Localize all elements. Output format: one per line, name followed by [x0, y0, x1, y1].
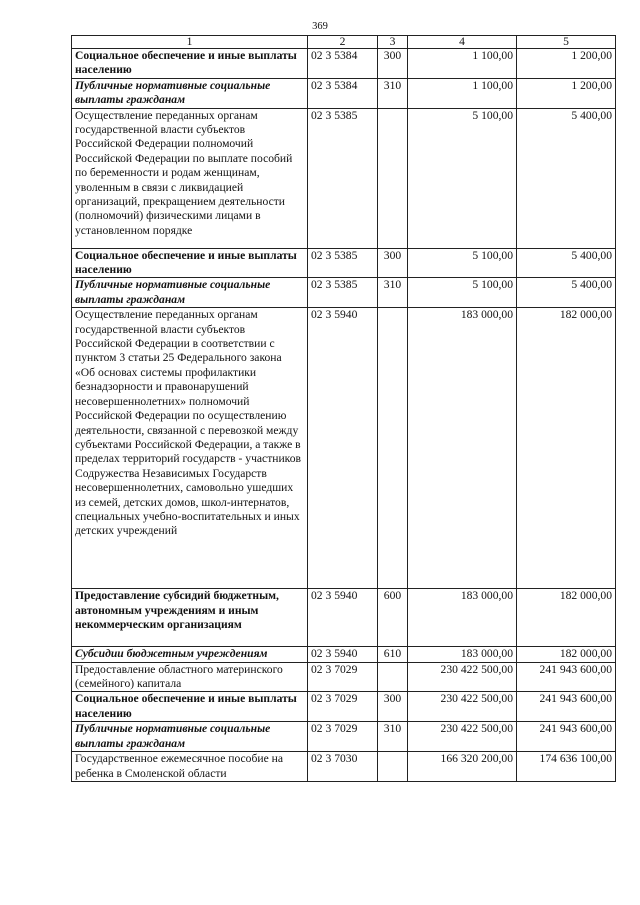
amount-year1-cell: 166 320 200,00: [408, 752, 517, 782]
amount-year2-cell: 241 943 600,00: [517, 722, 616, 752]
column-header-3: 3: [378, 36, 408, 49]
expense-name-cell: Социальное обеспечение и иные выплаты населению: [72, 692, 308, 722]
column-number-header-row: [72, 36, 616, 49]
expense-type-cell: 310: [378, 722, 408, 752]
amount-year2-cell: 5 400,00: [517, 248, 616, 278]
amount-year1-cell: 183 000,00: [408, 589, 517, 647]
target-code-cell: 02 3 5385: [308, 108, 378, 248]
table-body: [72, 49, 616, 782]
table-row: [72, 248, 616, 278]
target-code-cell: 02 3 5940: [308, 589, 378, 647]
target-code-cell: 02 3 5385: [308, 278, 378, 308]
table-row: [72, 662, 616, 692]
target-code-cell: 02 3 5384: [308, 49, 378, 79]
amount-year1-cell: 1 100,00: [408, 49, 517, 79]
table-row: [72, 722, 616, 752]
table-row: [72, 108, 616, 248]
expense-name-cell: Социальное обеспечение и иные выплаты населению: [72, 49, 308, 79]
page-number: 369: [312, 21, 328, 32]
expense-name-cell: Предоставление субсидий бюджетным, автономным учреждениям и иным некоммерческим организациям: [72, 589, 308, 647]
expense-name-cell: Публичные нормативные социальные выплаты гражданам: [72, 722, 308, 752]
target-code-cell: 02 3 7029: [308, 692, 378, 722]
expense-name-cell: Публичные нормативные социальные выплаты гражданам: [72, 278, 308, 308]
target-code-cell: 02 3 7029: [308, 722, 378, 752]
amount-year1-cell: 230 422 500,00: [408, 692, 517, 722]
table-row: [72, 308, 616, 589]
expense-type-cell: 310: [378, 78, 408, 108]
amount-year2-cell: 241 943 600,00: [517, 662, 616, 692]
expense-name-cell: Государственное ежемесячное пособие на ребенка в Смоленской области: [72, 752, 308, 782]
target-code-cell: 02 3 7029: [308, 662, 378, 692]
amount-year2-cell: 182 000,00: [517, 589, 616, 647]
table-row: [72, 647, 616, 662]
table-row: [72, 752, 616, 782]
expense-type-cell: 300: [378, 248, 408, 278]
amount-year1-cell: 230 422 500,00: [408, 722, 517, 752]
table-row: [72, 589, 616, 647]
column-header-5: 5: [517, 36, 616, 49]
expense-name-cell: Социальное обеспечение и иные выплаты населению: [72, 248, 308, 278]
amount-year1-cell: 5 100,00: [408, 108, 517, 248]
target-code-cell: 02 3 5940: [308, 647, 378, 662]
expense-type-cell: 310: [378, 278, 408, 308]
target-code-cell: 02 3 7030: [308, 752, 378, 782]
column-header-4: 4: [408, 36, 517, 49]
column-header-1: 1: [72, 36, 308, 49]
amount-year2-cell: 241 943 600,00: [517, 692, 616, 722]
expense-name-cell: Предоставление областного материнского (семейного) капитала: [72, 662, 308, 692]
amount-year2-cell: 182 000,00: [517, 647, 616, 662]
budget-table: [71, 35, 616, 782]
amount-year2-cell: 182 000,00: [517, 308, 616, 589]
expense-type-cell: 300: [378, 692, 408, 722]
amount-year2-cell: 1 200,00: [517, 49, 616, 79]
expense-name-cell: Публичные нормативные социальные выплаты гражданам: [72, 78, 308, 108]
amount-year1-cell: 1 100,00: [408, 78, 517, 108]
amount-year1-cell: 183 000,00: [408, 647, 517, 662]
table-row: [72, 692, 616, 722]
target-code-cell: 02 3 5940: [308, 308, 378, 589]
target-code-cell: 02 3 5384: [308, 78, 378, 108]
expense-type-cell: [378, 662, 408, 692]
table-row: [72, 49, 616, 79]
amount-year2-cell: 174 636 100,00: [517, 752, 616, 782]
table-row: [72, 278, 616, 308]
expense-name-cell: Осуществление переданных органам государственной власти субъектов Российской Федерации полномочий Российской Федерации по выплате пособий по беременности и родам женщинам, уволенным в связи с ликвидацией организаций, прекращением деятельности (полномочий) физическими лицами в установленном порядке: [72, 108, 308, 248]
amount-year2-cell: 1 200,00: [517, 78, 616, 108]
amount-year1-cell: 230 422 500,00: [408, 662, 517, 692]
expense-type-cell: 300: [378, 49, 408, 79]
expense-name-cell: Субсидии бюджетным учреждениям: [72, 647, 308, 662]
amount-year1-cell: 5 100,00: [408, 248, 517, 278]
expense-type-cell: [378, 752, 408, 782]
expense-type-cell: [378, 108, 408, 248]
expense-name-cell: Осуществление переданных органам государственной власти субъектов Российской Федерации в соответствии с пунктом 3 статьи 25 Федерального закона «Об основах системы профилактики безнадзорности и правонарушений несовершеннолетних» полномочий Российской Федерации по осуществлению деятельности, связанной с перевозкой между субъектами Российской Федерации, а также в пределах территорий государств - участников Содружества Независимых Государств несовершеннолетних, самовольно ушедших из семей, детских домов, школ-интернатов, специальных учебно-воспитательных и иных детских учреждений: [72, 308, 308, 589]
amount-year2-cell: 5 400,00: [517, 108, 616, 248]
expense-type-cell: 610: [378, 647, 408, 662]
amount-year1-cell: 5 100,00: [408, 278, 517, 308]
column-header-2: 2: [308, 36, 378, 49]
target-code-cell: 02 3 5385: [308, 248, 378, 278]
expense-type-cell: 600: [378, 589, 408, 647]
amount-year1-cell: 183 000,00: [408, 308, 517, 589]
expense-type-cell: [378, 308, 408, 589]
table-row: [72, 78, 616, 108]
amount-year2-cell: 5 400,00: [517, 278, 616, 308]
